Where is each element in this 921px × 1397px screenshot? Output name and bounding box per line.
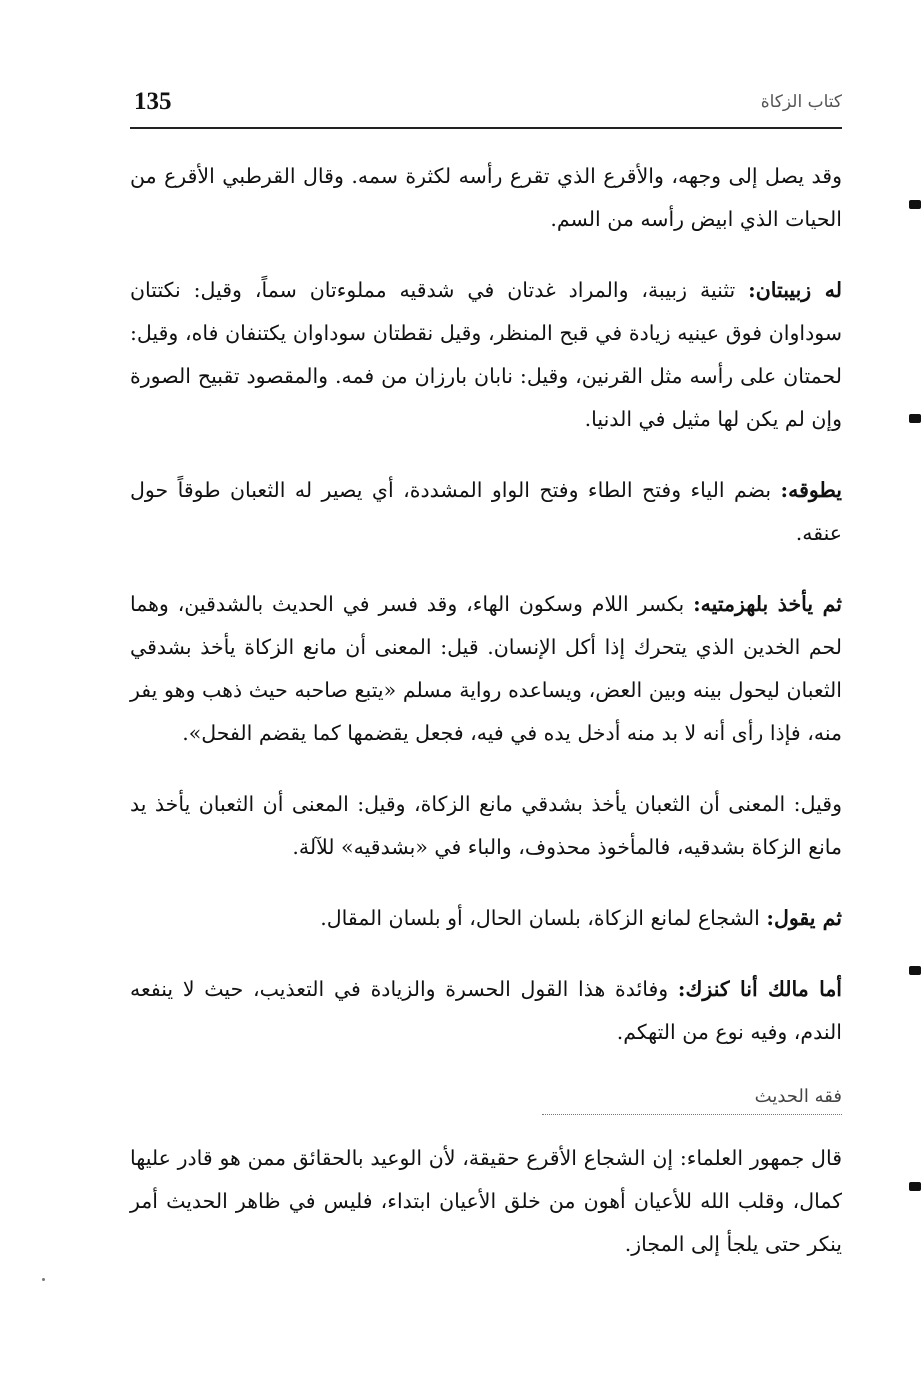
- section-rule: [542, 1114, 842, 1115]
- paragraph-7-term: أما مالك أنا كنزك:: [677, 977, 843, 1001]
- paragraph-2-text: تثنية زبيبة، والمراد غدتان في شدقيه مملوءتان سماً، وقيل: نكتتان سوداوان فوق عينيه زيادة في قبح المنظر، وقيل نقطتان سوداوان يكتنفان فاه، وقيل: لحمتان على رأسه مثل القرنين، وقيل: نابان بارزان من فمه. والمقصود تقبيح الصورة وإن لم يكن لها مثيل في الدنيا.: [130, 278, 842, 431]
- paragraph-3-text: بضم الياء وفتح الطاء وفتح الواو المشددة، أي يصير له الثعبان طوقاً حول عنقه.: [130, 478, 842, 545]
- margin-mark: [909, 966, 921, 975]
- paragraph-1-text: وقد يصل إلى وجهه، والأقرع الذي تقرع رأسه لكثرة سمه. وقال القرطبي الأقرع من الحيات الذي ابيض رأسه من السم.: [130, 164, 842, 231]
- paragraph-7: [130, 968, 842, 1054]
- section-heading: فقه الحديث: [754, 1086, 842, 1107]
- paragraph-4-term: ثم يأخذ بلهزمتيه:: [693, 592, 842, 616]
- margin-mark: [909, 414, 921, 423]
- page-body: [130, 155, 842, 1294]
- paragraph-2-term: له زبيبتان:: [748, 278, 842, 302]
- page-header: [130, 88, 842, 126]
- header-rule: [130, 127, 842, 129]
- paragraph-7-text: وفائدة هذا القول الحسرة والزيادة في التعذيب، حيث لا ينفعه الندم، وفيه نوع من التهكم.: [130, 977, 842, 1044]
- paragraph-5-text: وقيل: المعنى أن الثعبان يأخذ بشدقي مانع الزكاة، وقيل: المعنى أن الثعبان يأخذ يد مانع الزكاة بشدقيه، فالمأخوذ محذوف، والباء في «بشدقيه» للآلة.: [130, 792, 842, 859]
- paragraph-6-text: الشجاع لمانع الزكاة، بلسان الحال، أو بلسان المقال.: [320, 906, 767, 930]
- paragraph-6: [130, 897, 842, 940]
- paragraph-6-term: ثم يقول:: [766, 906, 842, 930]
- paragraph-3-term: يطوقه:: [780, 478, 842, 502]
- paragraph-4-text: بكسر اللام وسكون الهاء، وقد فسر في الحديث بالشدقين، وهما لحم الخدين الذي يتحرك إذا أكل الإنسان. قيل: المعنى أن مانع الزكاة يأخذ بشدقي الثعبان ليحول بينه وبين العض، ويساعده رواية مسلم «يتبع صاحبه حيث ذهب وهو يفر منه، فإذا رأى أنه لا بد منه أدخل يده في فيه، فجعل يقضمها كما يقضم الفحل».: [130, 592, 842, 745]
- paragraph-2: [130, 269, 842, 441]
- scan-speck: [42, 1278, 45, 1281]
- paragraph-5: [130, 783, 842, 869]
- paragraph-4: [130, 583, 842, 755]
- paragraph-3: [130, 469, 842, 555]
- paragraph-1: [130, 155, 842, 241]
- running-title: كتاب الزكاة: [760, 92, 842, 112]
- section-paragraph: قال جمهور العلماء: إن الشجاع الأقرع حقيقة، لأن الوعيد بالحقائق ممن هو قادر عليها كمال، وقلب الله للأعيان أهون من خلق الأعيان ابتداء، فليس في ظاهر الحديث أمر ينكر حتى يلجأ إلى المجاز.: [130, 1146, 842, 1256]
- margin-mark: [909, 200, 921, 209]
- margin-mark: [909, 1182, 921, 1191]
- page-number: 135: [134, 88, 172, 115]
